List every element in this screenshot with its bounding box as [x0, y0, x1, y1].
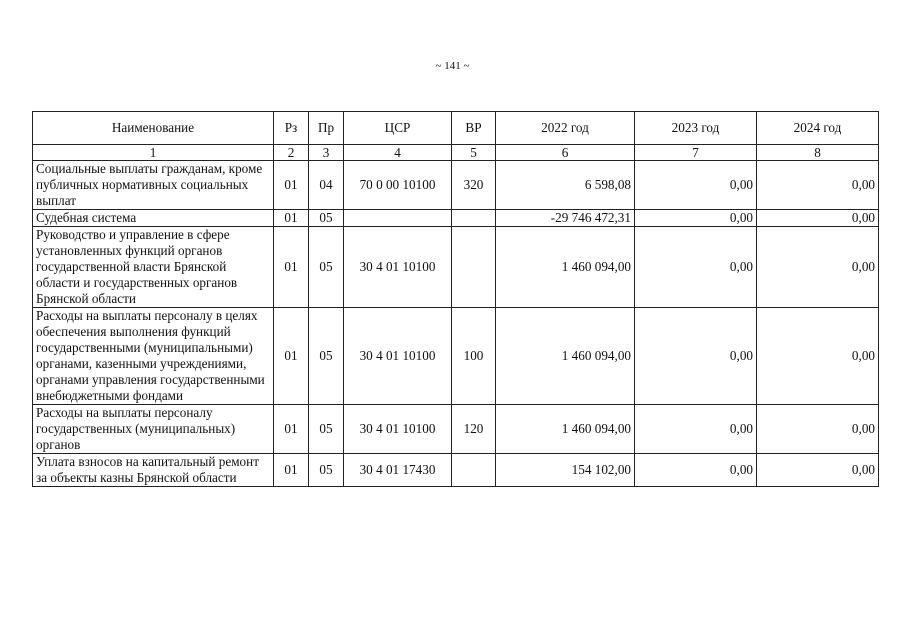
column-number: 6 — [496, 145, 635, 161]
table-row — [33, 454, 879, 487]
row-2024: 0,00 — [757, 405, 879, 454]
row-2023: 0,00 — [635, 308, 757, 405]
row-pr: 05 — [309, 308, 344, 405]
row-pr: 05 — [309, 405, 344, 454]
row-csr: 30 4 01 10100 — [344, 308, 452, 405]
row-2022: 1 460 094,00 — [496, 405, 635, 454]
row-2024: 0,00 — [757, 308, 879, 405]
column-number: 5 — [452, 145, 496, 161]
row-rz: 01 — [274, 227, 309, 308]
row-vr — [452, 454, 496, 487]
header-cell-name: Наименование — [33, 112, 274, 145]
row-2024: 0,00 — [757, 161, 879, 210]
row-2022: 154 102,00 — [496, 454, 635, 487]
row-pr: 05 — [309, 210, 344, 227]
table-row — [33, 308, 879, 405]
table-row — [33, 227, 879, 308]
column-number: 2 — [274, 145, 309, 161]
row-vr: 120 — [452, 405, 496, 454]
column-number: 3 — [309, 145, 344, 161]
row-rz: 01 — [274, 308, 309, 405]
header-cell-rz: Рз — [274, 112, 309, 145]
row-vr — [452, 210, 496, 227]
row-2024: 0,00 — [757, 454, 879, 487]
row-rz: 01 — [274, 210, 309, 227]
row-name: Расходы на выплаты персоналу в целях обеспечения выполнения функций государственными (муниципальными) органами, казенными учреждениями, органами управления государственными внебюджетными фондами — [33, 308, 274, 405]
header-cell-2024: 2024 год — [757, 112, 879, 145]
row-vr — [452, 227, 496, 308]
row-2023: 0,00 — [635, 210, 757, 227]
row-csr: 30 4 01 10100 — [344, 405, 452, 454]
row-2022: 1 460 094,00 — [496, 308, 635, 405]
row-csr: 30 4 01 17430 — [344, 454, 452, 487]
column-number-row — [33, 145, 879, 161]
budget-table — [32, 111, 879, 487]
row-2023: 0,00 — [635, 161, 757, 210]
row-name: Судебная система — [33, 210, 274, 227]
row-name: Социальные выплаты гражданам, кроме публичных нормативных социальных выплат — [33, 161, 274, 210]
header-cell-vr: ВР — [452, 112, 496, 145]
column-number: 4 — [344, 145, 452, 161]
row-csr — [344, 210, 452, 227]
row-name: Расходы на выплаты персоналу государственных (муниципальных) органов — [33, 405, 274, 454]
header-cell-2022: 2022 год — [496, 112, 635, 145]
row-csr: 70 0 00 10100 — [344, 161, 452, 210]
row-name: Руководство и управление в сфере установленных функций органов государственной власти Брянской области и государственных органов Брянской области — [33, 227, 274, 308]
table-row — [33, 405, 879, 454]
table-row — [33, 161, 879, 210]
column-number: 7 — [635, 145, 757, 161]
row-vr: 100 — [452, 308, 496, 405]
row-rz: 01 — [274, 454, 309, 487]
row-pr: 04 — [309, 161, 344, 210]
row-rz: 01 — [274, 161, 309, 210]
row-2023: 0,00 — [635, 227, 757, 308]
row-pr: 05 — [309, 227, 344, 308]
row-2024: 0,00 — [757, 210, 879, 227]
column-number: 8 — [757, 145, 879, 161]
row-pr: 05 — [309, 454, 344, 487]
row-name: Уплата взносов на капитальный ремонт за объекты казны Брянской области — [33, 454, 274, 487]
column-number: 1 — [33, 145, 274, 161]
row-2023: 0,00 — [635, 454, 757, 487]
page-number: ~ 141 ~ — [435, 60, 470, 72]
header-cell-2023: 2023 год — [635, 112, 757, 145]
header-cell-pr: Пр — [309, 112, 344, 145]
row-2023: 0,00 — [635, 405, 757, 454]
header-row — [33, 112, 879, 145]
header-cell-csr: ЦСР — [344, 112, 452, 145]
row-2022: 6 598,08 — [496, 161, 635, 210]
row-vr: 320 — [452, 161, 496, 210]
row-rz: 01 — [274, 405, 309, 454]
row-2022: 1 460 094,00 — [496, 227, 635, 308]
table-row — [33, 210, 879, 227]
row-csr: 30 4 01 10100 — [344, 227, 452, 308]
row-2024: 0,00 — [757, 227, 879, 308]
row-2022: -29 746 472,31 — [496, 210, 635, 227]
